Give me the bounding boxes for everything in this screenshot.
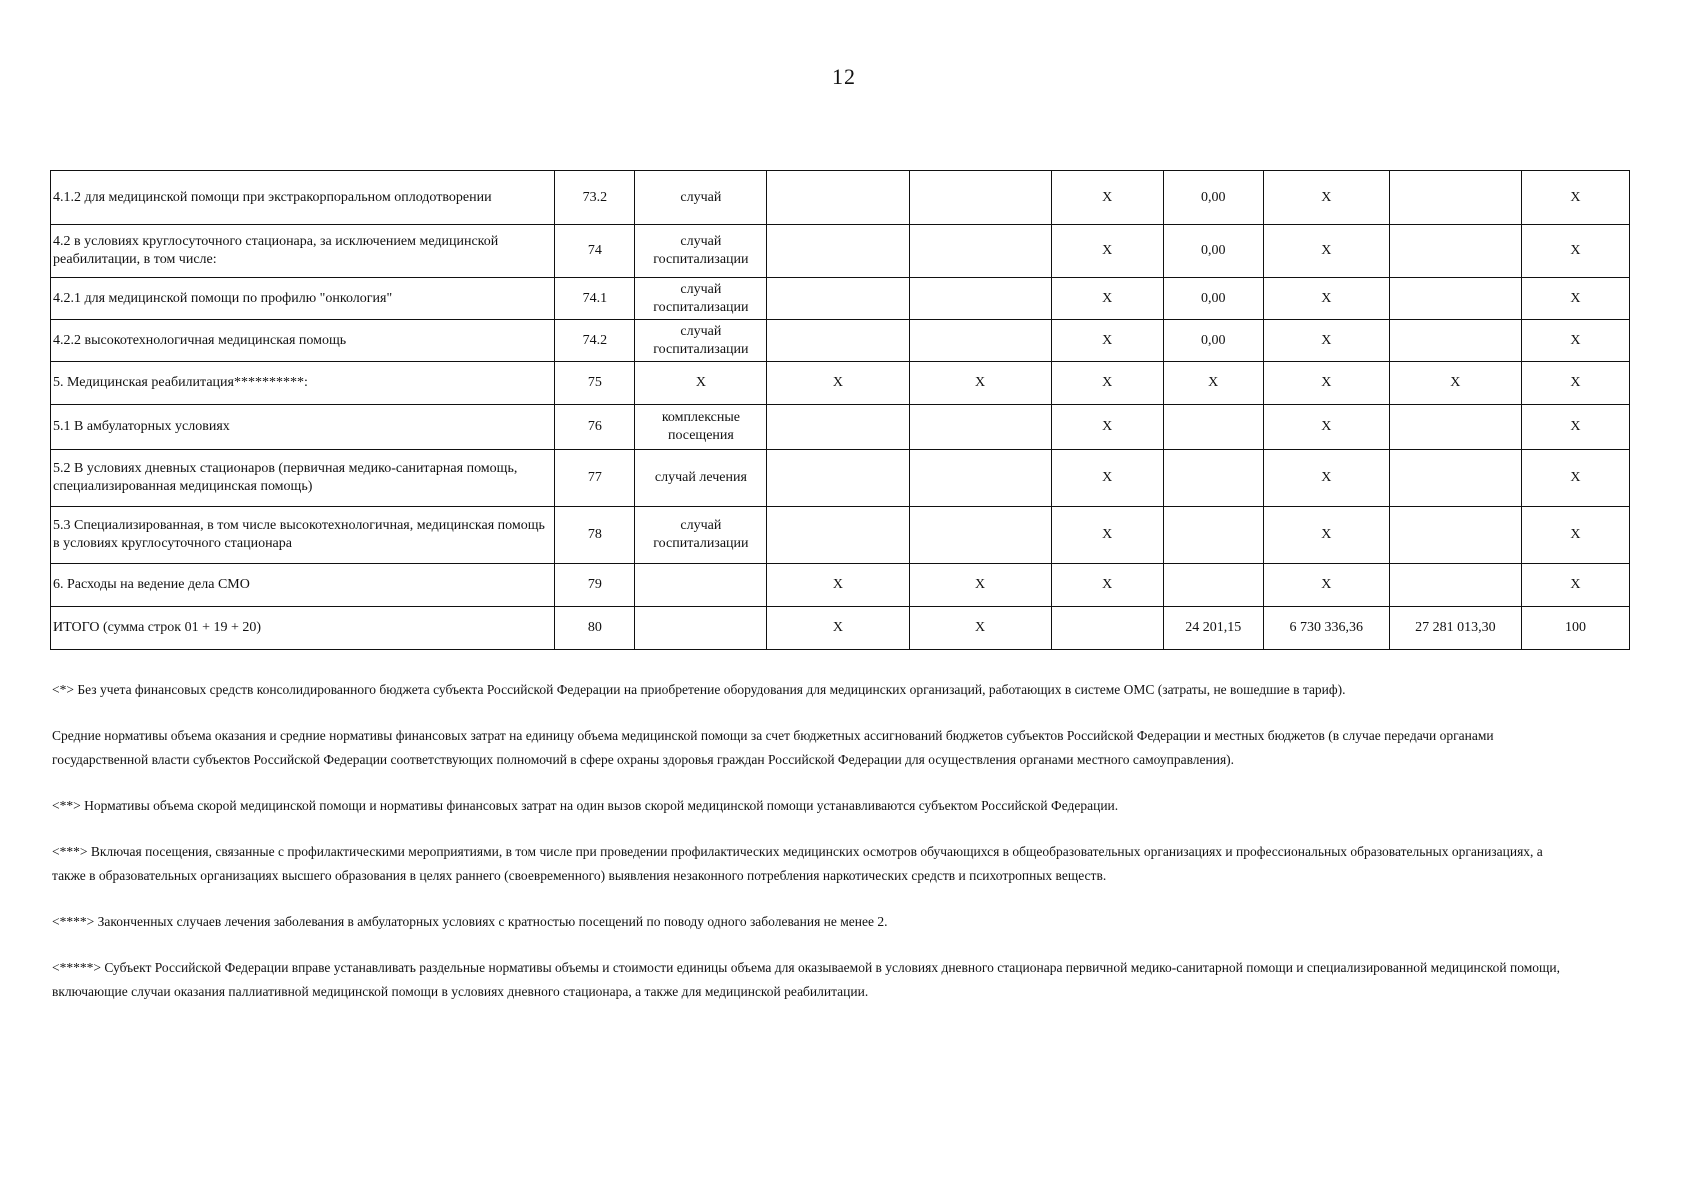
footnote: <*****> Субъект Российской Федерации вправе устанавливать раздельные нормативы объемы и стоимости единицы объема для оказываемой в условиях дневного стационара первичной медико-санитарной помощи и специализированной медицинской помощи, включающие случаи оказания паллиативной медицинской помощи в условиях дневного стационара, а также для медицинской реабилитации. [52, 960, 1561, 999]
cell-col-4 [767, 507, 909, 564]
cell-col-9 [1389, 171, 1521, 225]
cell-row-code: 76 [555, 405, 635, 450]
cell-row-code: 74.1 [555, 278, 635, 320]
cell-col-9: Х [1389, 362, 1521, 405]
cell-col-6: Х [1051, 405, 1163, 450]
cell-col-5 [909, 225, 1051, 278]
cell-col-6: Х [1051, 507, 1163, 564]
cell-row-name: 4.2.2 высокотехнологичная медицинская помощь [51, 320, 555, 362]
cell-col-6: Х [1051, 278, 1163, 320]
cell-row-code: 74.2 [555, 320, 635, 362]
table-row [51, 405, 1630, 450]
cell-col-7 [1163, 564, 1263, 607]
cell-col-8: 6 730 336,36 [1263, 607, 1389, 650]
cell-row-name: ИТОГО (сумма строк 01 + 19 + 20) [51, 607, 555, 650]
cell-col-10: Х [1521, 278, 1629, 320]
cell-col-5: Х [909, 362, 1051, 405]
cell-col-4: Х [767, 564, 909, 607]
cell-col-9 [1389, 450, 1521, 507]
cell-row-code: 78 [555, 507, 635, 564]
cell-col-6: Х [1051, 450, 1163, 507]
cell-unit: комплексные посещения [635, 405, 767, 450]
cell-unit: случай [635, 171, 767, 225]
cell-col-8: Х [1263, 507, 1389, 564]
cell-row-name: 5.3 Специализированная, в том числе высокотехнологичная, медицинская помощь в условиях круглосуточного стационара [51, 507, 555, 564]
cell-col-5 [909, 450, 1051, 507]
cell-col-5: Х [909, 607, 1051, 650]
cell-col-9 [1389, 405, 1521, 450]
cell-row-name: 4.2.1 для медицинской помощи по профилю "онкология" [51, 278, 555, 320]
cell-col-10: Х [1521, 564, 1629, 607]
data-table [50, 170, 1630, 650]
cell-row-name: 5. Медицинская реабилитация**********: [51, 362, 555, 405]
cell-unit: случай лечения [635, 450, 767, 507]
cell-col-8: Х [1263, 450, 1389, 507]
cell-col-6: Х [1051, 320, 1163, 362]
cell-col-9 [1389, 507, 1521, 564]
cell-col-4: Х [767, 607, 909, 650]
table-row [51, 507, 1630, 564]
cell-col-4 [767, 225, 909, 278]
cell-col-10: Х [1521, 507, 1629, 564]
cell-col-7: 0,00 [1163, 171, 1263, 225]
cell-col-8: Х [1263, 320, 1389, 362]
cell-col-7: 0,00 [1163, 278, 1263, 320]
cell-col-9 [1389, 278, 1521, 320]
cell-col-9: 27 281 013,30 [1389, 607, 1521, 650]
footnote: <****> Законченных случаев лечения заболевания в амбулаторных условиях с кратностью посещений по поводу одного заболевания не менее 2. [52, 914, 888, 929]
table-row [51, 607, 1630, 650]
cell-col-4: Х [767, 362, 909, 405]
cell-col-10: Х [1521, 405, 1629, 450]
cell-col-10: Х [1521, 225, 1629, 278]
cell-col-7: Х [1163, 362, 1263, 405]
cell-unit: случай госпитализации [635, 320, 767, 362]
table-row [51, 171, 1630, 225]
cell-col-5 [909, 278, 1051, 320]
table-row [51, 278, 1630, 320]
cell-row-code: 77 [555, 450, 635, 507]
cell-col-5 [909, 171, 1051, 225]
cell-col-8: Х [1263, 278, 1389, 320]
cell-col-8: Х [1263, 225, 1389, 278]
cell-col-10: Х [1521, 171, 1629, 225]
table-row [51, 450, 1630, 507]
cell-row-name: 5.1 В амбулаторных условиях [51, 405, 555, 450]
cell-col-6: Х [1051, 362, 1163, 405]
footnote: <*> Без учета финансовых средств консолидированного бюджета субъекта Российской Федерации на приобретение оборудования для медицинских организаций, работающих в системе ОМС (затраты, не вошедшие в тариф). [52, 682, 1346, 697]
cell-unit [635, 607, 767, 650]
cell-row-name: 4.2 в условиях круглосуточного стационара, за исключением медицинской реабилитации, в том числе: [51, 225, 555, 278]
cell-col-5 [909, 507, 1051, 564]
cell-col-4 [767, 171, 909, 225]
cell-col-4 [767, 278, 909, 320]
cell-row-code: 79 [555, 564, 635, 607]
cell-row-name: 5.2 В условиях дневных стационаров (первичная медико-санитарная помощь, специализированная медицинская помощь) [51, 450, 555, 507]
cell-col-7: 0,00 [1163, 225, 1263, 278]
cell-col-4 [767, 450, 909, 507]
cell-col-10: Х [1521, 362, 1629, 405]
table-row [51, 320, 1630, 362]
cell-col-5: Х [909, 564, 1051, 607]
cell-row-name: 4.1.2 для медицинской помощи при экстракорпоральном оплодотворении [51, 171, 555, 225]
cell-unit: Х [635, 362, 767, 405]
cell-row-name: 6. Расходы на ведение дела СМО [51, 564, 555, 607]
page-number: 12 [832, 64, 856, 89]
cell-col-6: Х [1051, 564, 1163, 607]
cell-col-7: 24 201,15 [1163, 607, 1263, 650]
cell-col-4 [767, 405, 909, 450]
cell-col-6: Х [1051, 225, 1163, 278]
footnote: Средние нормативы объема оказания и средние нормативы финансовых затрат на единицу объема медицинской помощи за счет бюджетных ассигнований бюджетов субъектов Российской Федерации и местных бюджетов (в случае передачи органами государственной власти субъектов Российской Федерации соответствующих полномочий в сфере охраны здоровья граждан Российской Федерации для осуществления органами местного самоуправления). [52, 728, 1494, 767]
cell-col-7 [1163, 507, 1263, 564]
cell-col-8: Х [1263, 405, 1389, 450]
footnote: <**> Нормативы объема скорой медицинской помощи и нормативы финансовых затрат на один вызов скорой медицинской помощи устанавливаются субъектом Российской Федерации. [52, 798, 1119, 813]
cell-col-4 [767, 320, 909, 362]
cell-col-7 [1163, 405, 1263, 450]
cell-unit: случай госпитализации [635, 278, 767, 320]
cell-col-6 [1051, 607, 1163, 650]
cell-col-10: 100 [1521, 607, 1629, 650]
cell-row-code: 73.2 [555, 171, 635, 225]
cell-col-8: Х [1263, 171, 1389, 225]
cell-col-7: 0,00 [1163, 320, 1263, 362]
cell-col-5 [909, 405, 1051, 450]
table-body [51, 171, 1630, 650]
cell-row-code: 75 [555, 362, 635, 405]
cell-col-9 [1389, 564, 1521, 607]
cell-col-8: Х [1263, 564, 1389, 607]
table-row [51, 362, 1630, 405]
cell-col-10: Х [1521, 450, 1629, 507]
cell-unit [635, 564, 767, 607]
cell-col-9 [1389, 320, 1521, 362]
cell-unit: случай госпитализации [635, 225, 767, 278]
cell-col-6: Х [1051, 171, 1163, 225]
cell-row-code: 74 [555, 225, 635, 278]
cell-col-10: Х [1521, 320, 1629, 362]
table-row [51, 225, 1630, 278]
cell-col-8: Х [1263, 362, 1389, 405]
cell-col-5 [909, 320, 1051, 362]
footnotes [52, 678, 1562, 1026]
cell-unit: случай госпитализации [635, 507, 767, 564]
cell-col-9 [1389, 225, 1521, 278]
table-row [51, 564, 1630, 607]
footnote: <***> Включая посещения, связанные с профилактическими мероприятиями, в том числе при проведении профилактических медицинских осмотров обучающихся в общеобразовательных организациях и профессиональных образовательных организациях, а также в образовательных организациях высшего образования в целях раннего (своевременного) выявления незаконного потребления наркотических средств и психотропных веществ. [52, 844, 1543, 883]
cell-row-code: 80 [555, 607, 635, 650]
cell-col-7 [1163, 450, 1263, 507]
